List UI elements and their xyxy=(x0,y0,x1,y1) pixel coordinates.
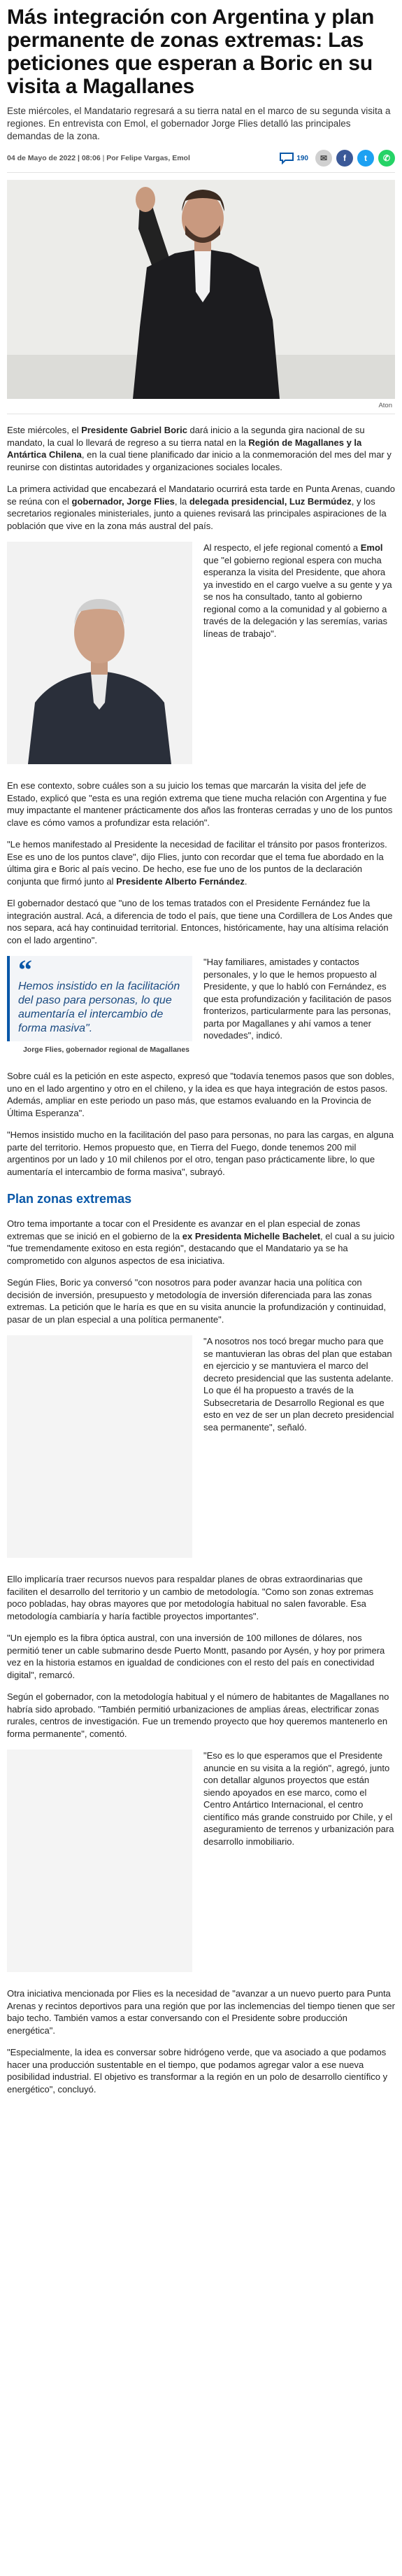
governor-photo-illustration xyxy=(7,542,192,764)
paragraph: "Un ejemplo es la fibra óptica austral, con una inversión de 100 millones de dólares, nos permitió tener un cable submarino desde Puerto Montt, pasando por Aysén, y hoy por primera vez en la historia estamos en igualdad de condiciones con el resto del país en conectividad digital", remarcó. xyxy=(7,1633,385,1680)
paragraph: Otra iniciativa mencionada por Flies es la necesidad de "avanzar a un nuevo puerto para Punta Arenas y recintos deportivos para una región que por las inclemencias del tiempo tienen que ser bajo techo. También vamos a estar conversando con el Presidente sobre producción energética". xyxy=(7,1988,395,2036)
pull-quote-author: Jorge Flies, gobernador regional de Magallanes xyxy=(22,1046,189,1054)
paragraph: El gobernador destacó que "uno de los temas tratados con el Presidente Fernández fue la integración austral. Acá, a diferencia de todo el país, que tiene una Cordillera de Los Andes que nos separa, acá hay continuidad territorial. Entonces, históricamente, hay una altísima relación con el lado argentino". xyxy=(7,898,393,945)
section-title: Plan zonas extremas xyxy=(7,1192,132,1206)
article-summary: Este miércoles, el Mandatario regresará a su tierra natal en el marco de su segunda visita a regiones. En entrevista con Emol, el gobernador Jorge Flies detalló las principales demandas de la zona. xyxy=(7,106,391,141)
paragraph: "Especialmente, la idea es conversar sobre hidrógeno verde, que va asociado a que podamos hacer una producción sustentable en el tiempo, que podamos agregar valor a ese nueva posibilidad industrial. El objetivo es transformar a la región en un polo de desarrollo científico y energético", concluyó. xyxy=(7,2047,388,2095)
paragraph: "Hemos insistido mucho en la facilitación del paso para personas, no para las cargas, en alguna parte del territorio. Hemos propuesto que, en Tierra del Fuego, donde tenemos 200 mil argentinos por un lado y 10 mil chilenos por el otro, tengan paso prácticamente libre, lo que aumentaría el intercambio de forma masiva", subrayó. xyxy=(7,1129,394,1177)
article-date: 04 de Mayo de 2022 | 08:06 xyxy=(7,154,101,162)
paragraph: Ello implicaría traer recursos nuevos para respaldar planes de obras extraordinarias que faciliten el desarrollo del territorio y un cambio de metodología. "Como son zonas extremas poco pobladas, hay obras mayores que por metodología habitual no salen favorable. Esa metodología cambiaría y haría factible proyectos importantes". xyxy=(7,1574,374,1621)
twitter-icon: t xyxy=(364,153,367,163)
president-photo-illustration xyxy=(7,180,395,399)
article-author: Por Felipe Vargas, Emol xyxy=(106,154,190,162)
main-figure xyxy=(7,180,395,414)
facebook-share-button[interactable] xyxy=(336,150,353,167)
pull-quote xyxy=(7,956,192,1055)
paragraph: En ese contexto, sobre cuáles son a su juicio los temas que marcarán la visita del jefe de Estado, explicó que "esta es una región extrema que tiene mucha relación con Argentina y fue muy impactante el mantener prácticamente dos años las fronteras cerradas y uno de los puntos clave es cómo vamos a profundizar esta relación". xyxy=(7,780,393,828)
quote-mark-icon: “ xyxy=(18,954,32,985)
comments-link[interactable] xyxy=(279,152,308,164)
region-photo-illustration xyxy=(7,1750,192,1972)
paragraph: Otro tema importante a tocar con el Presidente es avanzar en el plan especial de zonas extremas que se inició en el gobierno de la ex Presidenta Michelle Bachelet, el cual a su juicio "fue tremendamente exitoso en esta región", destacando que el Mandatario ya se ha comprometido con algunos aspectos de esa iniciativa. xyxy=(7,1218,395,1266)
pull-quote-text: Hemos insistido en la facilitación del paso para personas, lo que aumentaría el intercambio de forma masiva". xyxy=(18,980,180,1034)
article-meta-row xyxy=(7,150,395,173)
share-bar xyxy=(279,150,395,167)
comments-count: 190 xyxy=(296,154,308,162)
paragraph: "A nosotros nos tocó bregar mucho para que se mantuvieran las obras del plan que estaban en ejercicio y se mantuviera el marco del decreto presidencial que las sustenta adelante. Lo que él ha propuesto a través de la Subsecretaria de Desarrollo Regional es que esto en vez de ser un plan decreto presidencial sea permanente", señaló. xyxy=(203,1336,394,1433)
paragraph: La primera actividad que encabezará el Mandatario ocurrirá esta tarde en Punta Arenas, cuando se reúna con el gobernador, Jorge Flies, la delegada presidencial, Luz Bermúdez, y los secretarios regionales ministeriales, junto a quienes revisará las principales aspiraciones de la población que vive en la zona más austral del país. xyxy=(7,484,396,531)
paragraph: "Le hemos manifestado al Presidente la necesidad de facilitar el tránsito por pasos fronterizos. Ese es uno de los puntos clave", dijo Flies, junto con recordar que el tema fue abordado en la última gira e Boric al país vecino. De hecho, ese fue uno de los puntos de la declaración conjunta que firmó junto al Presidente Alberto Fernández. xyxy=(7,839,387,887)
inline-photo xyxy=(7,542,192,764)
email-icon: ✉ xyxy=(320,153,328,163)
email-share-button[interactable] xyxy=(315,150,332,167)
inline-photo-2 xyxy=(7,1335,192,1558)
facebook-icon: f xyxy=(343,153,346,163)
whatsapp-icon: ✆ xyxy=(382,153,391,163)
building-photo-illustration xyxy=(7,1335,192,1558)
paragraph: Este miércoles, el Presidente Gabriel Boric dará inicio a la segunda gira nacional de su mandato, la cual lo llevará de regreso a su tierra natal en la Región de Magallanes y la Antártica Chilena, en la cual tiene planificado dar inicio a la conmemoración del mes del mar y reunirse con distintas autoridades y organizaciones sociales locales. xyxy=(7,425,392,472)
inline-photo-3 xyxy=(7,1750,192,1972)
whatsapp-share-button[interactable] xyxy=(378,150,395,167)
paragraph: Según Flies, Boric ya conversó "con nosotros para poder avanzar hacia una política con decisión de inversión, presupuesto y metodología de inversión diferenciada para las zonas extremas. La petición que le haría es que en su visita anuncie la profundización y continuidad, pasar de un plan especial a una política permanente". xyxy=(7,1277,387,1325)
article-body xyxy=(7,424,395,2095)
paragraph: Al respecto, el jefe regional comentó a Emol que "el gobierno regional espera con mucha esperanza la visita del Presidente, que ahora ya investido en el cargo vuelve a su gente y ya se nos ha consultado, tanto al gobierno regional como a la comunidad y al gobierno a través de la delegación y las seremías, varias líneas de trabajo". xyxy=(203,542,392,639)
paragraph: Sobre cuál es la petición en este aspecto, expresó que "todavía tenemos pasos que son dobles, uno en el lado argentino y otro en el chileno, y la idea es que haya integración de estos pasos. Además, ampliar en este periodo un paso más, que estamos evaluando en la Provincia de Última Esperanza". xyxy=(7,1071,394,1118)
photo-credit: Aton xyxy=(7,399,395,414)
paragraph: Según el gobernador, con la metodología habitual y el número de habitantes de Magallanes no habría sido aprobado. "También permitió urbanizaciones de amplias áreas, electrificar zonas rurales, centros de investigación. Fue un tremendo proyecto que hoy queremos mantenerlo en forma permanente", comentó. xyxy=(7,1691,389,1739)
paragraph: "Eso es lo que esperamos que el Presidente anuncie en su visita a la región", agregó, junto con detallar algunos proyectos que están siendo apoyados en ese marco, como el Centro Antártico Internacional, el centro científico más grande construido por Chile, y el aseguramiento de terrenos y urbanización para desarrollo inmobiliario. xyxy=(203,1750,394,1847)
paragraph: "Hay familiares, amistades y contactos personales, y lo que le hemos propuesto al Presidente, y que lo habló con Fernández, es que esta profundización y facilitación de pasos fronterizos, particularmente para las personas, parta por Magallanes y ahí vamos a tener novedades", indicó. xyxy=(203,957,392,1041)
article-byline: 04 de Mayo de 2022 | 08:06 | Por Felipe Vargas, Emol xyxy=(7,154,190,162)
main-photo xyxy=(7,180,395,399)
twitter-share-button[interactable] xyxy=(357,150,374,167)
comment-icon xyxy=(279,152,294,164)
article-headline: Más integración con Argentina y plan permanente de zonas extremas: Las peticiones que esperan a Boric en su visita a Magallanes xyxy=(7,6,375,98)
pull-quote-box xyxy=(7,956,192,1041)
